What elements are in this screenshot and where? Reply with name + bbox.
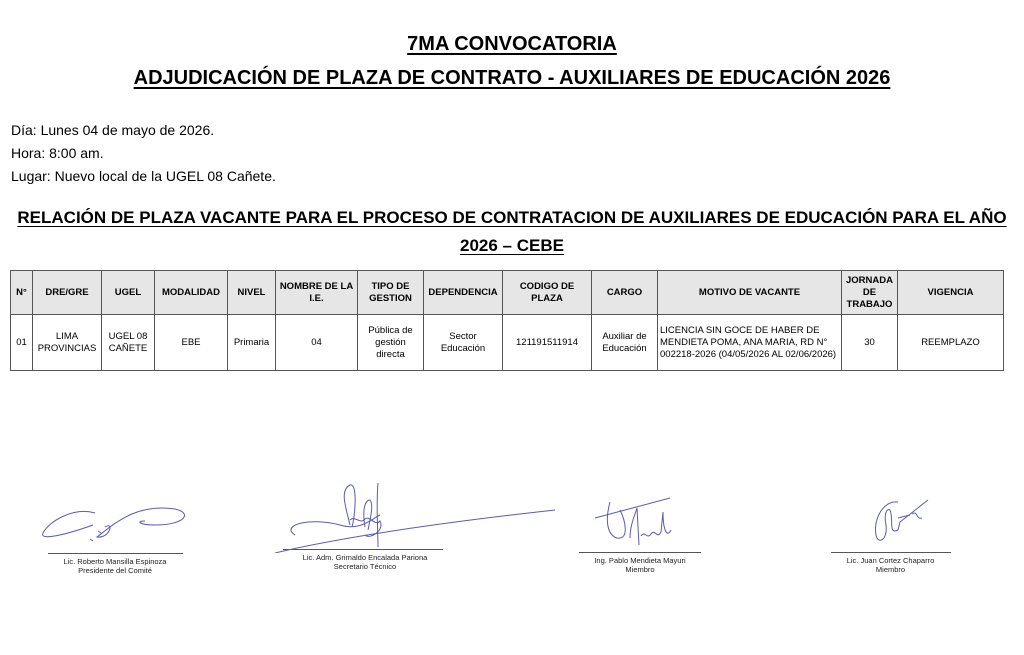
signer-name: Lic. Roberto Mansilla Espinoza <box>63 557 167 566</box>
info-lugar: Lugar: Nuevo local de la UGEL 08 Cañete. <box>11 168 276 184</box>
section-heading-line2 <box>0 236 1024 256</box>
signature-line <box>48 553 183 554</box>
signer-role: Secretario Técnico <box>333 562 397 571</box>
handwritten-signature-image <box>828 490 953 552</box>
column-header: TIPO DE GESTION <box>358 271 424 315</box>
column-header: JORNADA DE TRABAJO <box>842 271 898 315</box>
handwritten-signature-image <box>270 475 560 553</box>
signer-role: Miembro <box>875 565 906 574</box>
handwritten-signature-image <box>35 495 195 553</box>
table-cell: 01 <box>11 315 33 371</box>
signature-line <box>831 552 951 553</box>
signer-role: Miembro <box>625 565 655 574</box>
column-header: DRE/GRE <box>33 271 102 315</box>
info-hora: Hora: 8:00 am. <box>11 145 104 161</box>
column-header: N° <box>11 271 33 315</box>
signature-block <box>828 490 953 574</box>
table-cell: 04 <box>276 315 358 371</box>
table-cell: UGEL 08 CAÑETE <box>102 315 155 371</box>
table-cell: 121191511914 <box>503 315 592 371</box>
signature-line <box>283 549 443 550</box>
column-header: CODIGO DE PLAZA <box>503 271 592 315</box>
signature-block <box>575 490 705 574</box>
vacancy-table <box>10 270 1004 371</box>
signature-block <box>35 495 195 575</box>
table-cell: LIMA PROVINCIAS <box>33 315 102 371</box>
signer-role: Presidente del Comité <box>78 566 152 575</box>
column-header: NIVEL <box>228 271 276 315</box>
table-cell: Pública de gestión directa <box>358 315 424 371</box>
document-subtitle <box>0 67 1024 90</box>
section-heading-line1-text: RELACIÓN DE PLAZA VACANTE PARA EL PROCESO DE CONTRATACION DE AUXILIARES DE EDUCACIÓN PARA EL AÑO <box>17 208 1007 227</box>
column-header: MOTIVO DE VACANTE <box>658 271 842 315</box>
column-header: UGEL <box>102 271 155 315</box>
signer-name: Lic. Juan Cortez Chaparro <box>846 556 935 565</box>
table-cell: LICENCIA SIN GOCE DE HABER DE MENDIETA POMA, ANA MARIA, RD N° 002218-2026 (04/05/2026 AL 02/06/2026) <box>658 315 842 371</box>
column-header: CARGO <box>592 271 658 315</box>
signature-block <box>270 475 460 571</box>
document-title-text: 7MA CONVOCATORIA <box>407 33 617 55</box>
info-dia: Día: Lunes 04 de mayo de 2026. <box>11 122 215 138</box>
signer-name: Ing. Pablo Mendieta Mayuri <box>594 556 686 565</box>
section-heading-line2-text: 2026 – CEBE <box>460 236 564 255</box>
table-header-row <box>11 271 1004 315</box>
table-cell: Sector Educación <box>424 315 503 371</box>
signer-name: Lic. Adm. Grimaldo Encalada Pariona <box>302 553 428 562</box>
table-cell: 30 <box>842 315 898 371</box>
table-cell: Primaria <box>228 315 276 371</box>
column-header: DEPENDENCIA <box>424 271 503 315</box>
document-subtitle-text: ADJUDICACIÓN DE PLAZA DE CONTRATO - AUXILIARES DE EDUCACIÓN 2026 <box>133 67 891 89</box>
section-heading-line1 <box>0 208 1024 228</box>
column-header: NOMBRE DE LA I.E. <box>276 271 358 315</box>
handwritten-signature-image <box>575 490 705 552</box>
signature-line <box>579 552 701 553</box>
table-cell: Auxiliar de Educación <box>592 315 658 371</box>
table-row <box>11 315 1004 371</box>
table-cell: REEMPLAZO <box>898 315 1004 371</box>
column-header: MODALIDAD <box>155 271 228 315</box>
column-header: VIGENCIA <box>898 271 1004 315</box>
document-title <box>0 33 1024 56</box>
table-cell: EBE <box>155 315 228 371</box>
